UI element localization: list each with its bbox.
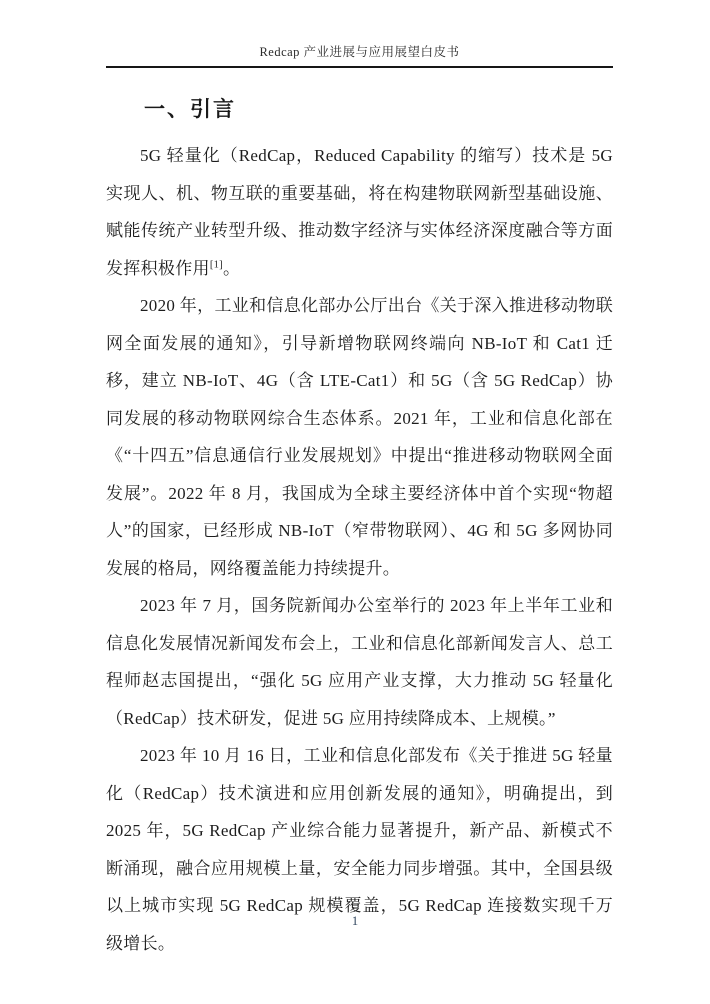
section-heading: 一、引言: [144, 98, 236, 121]
paragraph: 2023 年 10 月 16 日，工业和信息化部发布《关于推进 5G 轻量化（RedCap）技术演进和应用创新发展的通知》，明确提出，到 2025 年，5G RedCap 产业综合能力显著提升，新产品、新模式不断涌现，融合应用规模上量，安全能力同步增强。其中，全国县级以上城市实现 5G RedCap 规模覆盖，5G RedCap 连接数实现千万级增长。: [106, 746, 613, 953]
footnote-ref: [1]: [209, 258, 223, 270]
page-number: 1: [351, 914, 359, 928]
paragraph: 5G 轻量化（RedCap，Reduced Capability 的缩写）技术是 5G 实现人、机、物互联的重要基础，将在构建物联网新型基础设施、赋能传统产业转型升级、推动数字经济与实体经济深度融合等方面发挥积极作用[1]。: [106, 146, 613, 278]
page-footer: [0, 912, 710, 930]
document-body: [106, 88, 613, 962]
page-header: [106, 0, 613, 68]
paragraphs-container: [106, 137, 613, 962]
header-rule: [106, 66, 613, 68]
header-title: Redcap 产业进展与应用展望白皮书: [259, 45, 460, 59]
paragraph: 2023 年 7 月，国务院新闻办公室举行的 2023 年上半年工业和信息化发展情况新闻发布会上，工业和信息化部新闻发言人、总工程师赵志国提出，“强化 5G 应用产业支撑，大力推动 5G 轻量化（RedCap）技术研发，促进 5G 应用持续降成本、上规模。”: [106, 596, 613, 728]
paragraph: 2020 年，工业和信息化部办公厅出台《关于深入推进移动物联网全面发展的通知》，引导新增物联网终端向 NB-IoT 和 Cat1 迁移，建立 NB-IoT、4G（含 LTE-Cat1）和 5G（含 5G RedCap）协同发展的移动物联网综合生态体系。2021 年，工业和信息化部在《“十四五”信息通信行业发展规划》中提出“推进移动物联网全面发展”。2022 年 8 月，我国成为全球主要经济体中首个实现“物超人”的国家，已经形成 NB-IoT（窄带物联网）、4G 和 5G 多网协同发展的格局，网络覆盖能力持续提升。: [106, 296, 613, 578]
